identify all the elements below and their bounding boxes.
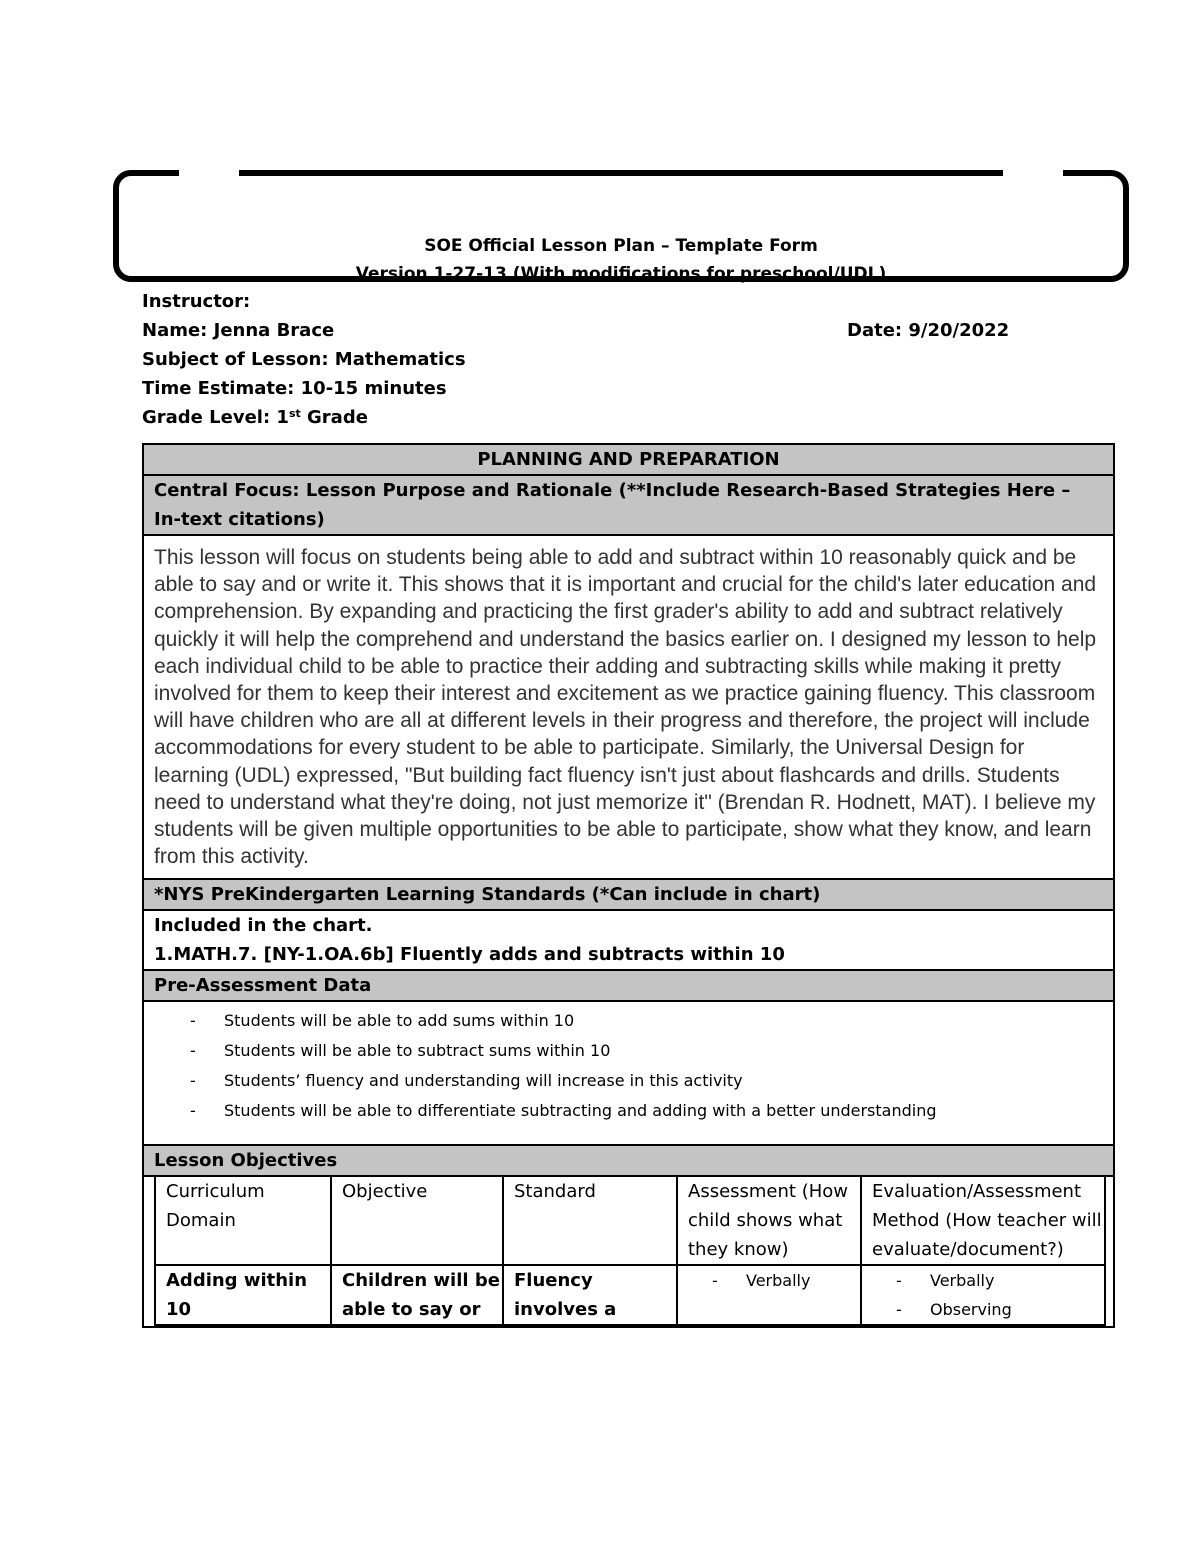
subject-line: Subject of Lesson: Mathematics [142, 349, 466, 370]
column-header: Objective [331, 1177, 503, 1265]
planning-heading: PLANNING AND PREPARATION [143, 444, 1114, 475]
instructor-label: Instructor: [142, 291, 251, 312]
lesson-date: Date: 9/20/2022 [847, 320, 1010, 341]
title-line: SOE Official Lesson Plan – Template Form [424, 236, 818, 256]
table-header-row [155, 1177, 1105, 1265]
standards-line: Included in the chart. [154, 915, 373, 937]
version-line: Version 1-27-13 (With modifications for preschool/UDL) [355, 264, 887, 284]
objectives-label: Lesson Objectives [143, 1145, 1114, 1176]
planning-table [142, 443, 1115, 1328]
central-focus-text: This lesson will focus on students being able to add and subtract within 10 reasonably quick and be able to say and or write it. This shows that it is important and crucial for the child's later education and comprehension. By expanding and practicing the first grader's ability to add and subtract relatively quickly it will help the comprehend and understand the basics earlier on. I designed my lesson to help each individual child to be able to practice their adding and subtracting skills while making it pretty involved for them to keep their interest and excitement as we practice gaining fluency. This classroom will have children who are all at different levels in their progress and therefore, the project will include accommodations for every student to be able to participate. Similarly, the Universal Design for learning (UDL) expressed, "But building fact fluency isn't just about flashcards and drills. Students need to understand what they're doing, not just memorize it" (Brendan R. Hodnett, MAT). I believe my students will be given multiple opportunities to be able to participate, show what they know, and learn from this activity. [143, 535, 1114, 879]
standard-cell: Fluency involves a [503, 1265, 677, 1325]
time-estimate-line: Time Estimate: 10-15 minutes [142, 378, 447, 399]
list-item: - Verbally [712, 1266, 860, 1295]
objective-cell: Children will be able to say or [331, 1265, 503, 1325]
grade-prefix: Grade Level: 1 [142, 407, 289, 428]
grade-ordinal: st [288, 407, 301, 420]
objectives-table [154, 1177, 1106, 1326]
lesson-info [142, 287, 1102, 432]
grade-suffix: Grade [300, 407, 368, 428]
column-header: Assessment (How child shows what they know) [677, 1177, 861, 1265]
list-item: - Students will be able to differentiate subtracting and adding with a better understanding [190, 1096, 1103, 1126]
domain-cell: Adding within 10 [155, 1265, 331, 1325]
list-item: - Observing [896, 1295, 1104, 1324]
preassessment-list [154, 1002, 1103, 1144]
list-item: - Students will be able to subtract sums within 10 [190, 1036, 1103, 1066]
document-title [119, 232, 1123, 288]
list-item: - Verbally [896, 1266, 1104, 1295]
preassessment-label: Pre-Assessment Data [143, 970, 1114, 1001]
preassessment-content [143, 1001, 1114, 1145]
list-item: - Students’ fluency and understanding will increase in this activity [190, 1066, 1103, 1096]
assessment-list [688, 1266, 860, 1295]
column-header: Evaluation/Assessment Method (How teacher will evaluate/document?) [861, 1177, 1105, 1265]
objectives-container [143, 1176, 1114, 1327]
standards-content [143, 910, 1114, 970]
column-header: Standard [503, 1177, 677, 1265]
central-focus-label: Central Focus: Lesson Purpose and Rationale (**Include Research-Based Strategies Here – In-text citations) [143, 475, 1114, 535]
standards-line: 1.MATH.7. [NY-1.OA.6b] Fluently adds and subtracts within 10 [154, 944, 785, 966]
list-item: - Students will be able to add sums within 10 [190, 1006, 1103, 1036]
evaluation-list [872, 1266, 1104, 1324]
table-row [155, 1265, 1105, 1325]
title-box [113, 170, 1129, 282]
column-header: Curriculum Domain [155, 1177, 331, 1265]
instructor-name: Name: Jenna Brace [142, 320, 335, 341]
grade-level-line [142, 403, 1102, 432]
evaluation-cell [861, 1265, 1105, 1325]
assessment-cell [677, 1265, 861, 1325]
standards-label: *NYS PreKindergarten Learning Standards (*Can include in chart) [143, 879, 1114, 910]
name-row [142, 316, 1102, 345]
